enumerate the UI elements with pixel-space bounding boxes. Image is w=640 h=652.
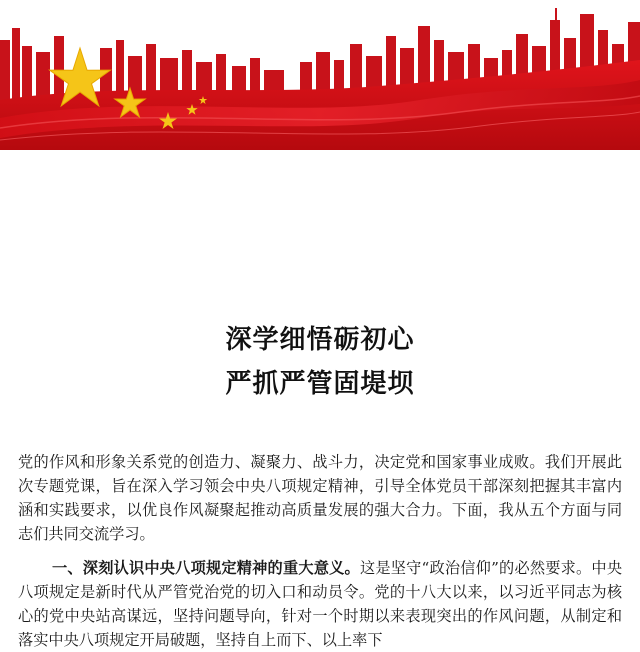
document-title bbox=[0, 318, 640, 406]
title-line-2: 严抓严管固堤坝 bbox=[225, 369, 415, 399]
title-line-1: 深学细悟砺初心 bbox=[225, 325, 415, 355]
section-one-text: 这是坚守“政治信仰”的必然要求。中央八项规定是新时代从严管党治党的切入口和动员令。党的十八大以来，以习近平同志为核心的党中央站高谋远，坚持问题导向，针对一个时期以来表现突出的作风问题，从制定和落实中央八项规定开局破题，坚持自上而下、以上率下 bbox=[18, 559, 623, 649]
header-banner bbox=[0, 0, 640, 150]
intro-paragraph: 党的作风和形象关系党的创造力、凝聚力、战斗力，决定党和国家事业成败。我们开展此次专题党课，旨在深入学习领会中央八项规定精神，引导全体党员干部深刻把握其丰富内涵和实践要求，以优良作风凝聚起推动高质量发展的强大合力。下面，我从五个方面与同志们共同交流学习。 bbox=[18, 453, 622, 543]
section-one-paragraph bbox=[18, 556, 622, 652]
section-one-heading: 一、深刻认识中央八项规定精神的重大意义。 bbox=[52, 559, 360, 577]
